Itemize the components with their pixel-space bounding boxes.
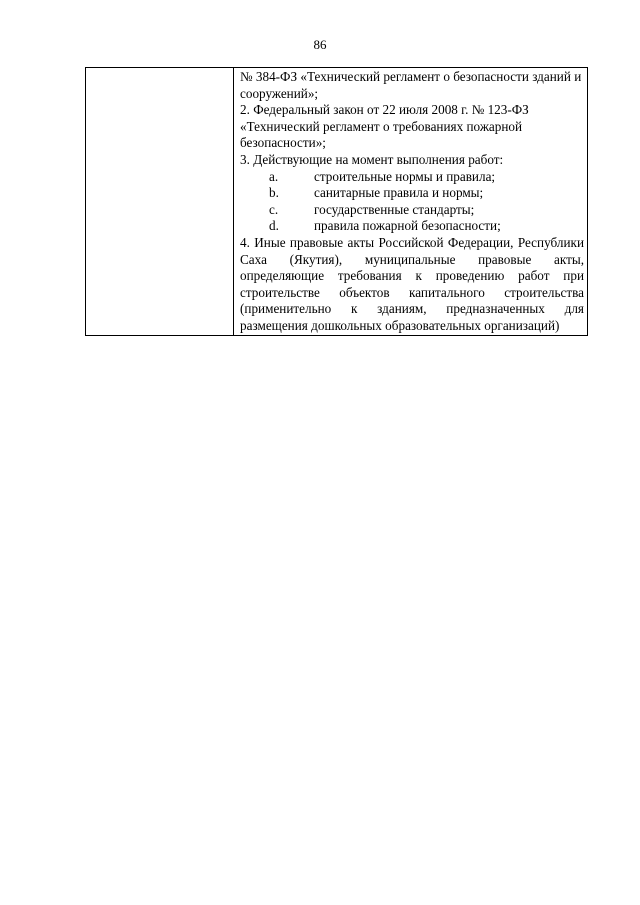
list-marker: a. bbox=[269, 168, 279, 184]
paragraph-law-384: № 384-ФЗ «Технический регламент о безопасности зданий и сооружений»; bbox=[240, 69, 582, 101]
requirements-table bbox=[85, 67, 588, 336]
list-item-text: правила пожарной безопасности; bbox=[314, 218, 501, 234]
list-marker: b. bbox=[269, 185, 279, 201]
list-item bbox=[240, 218, 584, 235]
list-item bbox=[240, 169, 584, 186]
legal-acts-cell bbox=[234, 68, 588, 336]
list-item-text: государственные стандарты; bbox=[314, 201, 475, 217]
list-item bbox=[240, 185, 584, 202]
paragraph-other-acts: 4. Иные правовые акты Российской Федерации, Республики Саха (Якутия), муниципальные правовые акты, определяющие требования к проведению работ при строительстве объектов капитального строительства (применительно к зданиям, предназначенных для размещения дошкольных образовательных организаций) bbox=[240, 234, 584, 333]
paragraph-current-norms: 3. Действующие на момент выполнения работ: bbox=[240, 151, 504, 167]
list-marker: d. bbox=[269, 218, 279, 234]
list-item-text: строительные нормы и правила; bbox=[314, 168, 496, 184]
list-item-text: санитарные правила и нормы; bbox=[314, 185, 484, 201]
paragraph-law-123: 2. Федеральный закон от 22 июля 2008 г. № 123-ФЗ «Технический регламент о требованиях пожарной безопасности»; bbox=[240, 102, 529, 151]
page-number: 86 bbox=[313, 37, 327, 52]
empty-left-cell bbox=[86, 68, 234, 336]
table-row bbox=[86, 68, 588, 336]
list-marker: c. bbox=[269, 201, 279, 217]
list-item bbox=[240, 202, 584, 219]
